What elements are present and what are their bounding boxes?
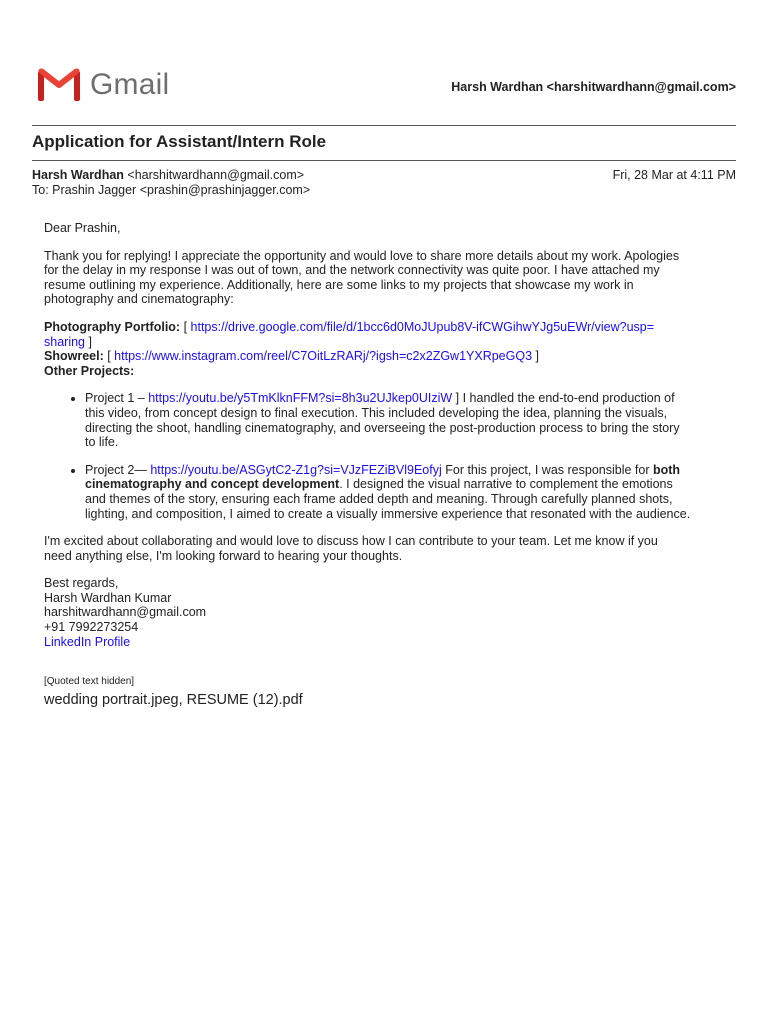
subject-divider <box>32 160 736 161</box>
links-section <box>44 320 734 378</box>
project-text: . I designed the visual narrative to complement the emotions <box>339 477 673 492</box>
signature-phone: +91 7992273254 <box>44 620 139 635</box>
email-body <box>44 221 734 709</box>
sender-name: Harsh Wardhan <box>32 168 124 182</box>
closing-paragraph <box>44 534 734 563</box>
bracket: [ <box>180 319 191 334</box>
signature-name: Harsh Wardhan Kumar <box>44 590 172 605</box>
other-projects-label: Other Projects: <box>44 363 135 378</box>
email-print-page <box>32 0 736 709</box>
closing-line: I'm excited about collaborating and would love to discuss how I can contribute to your team. Let me know if you <box>44 534 658 549</box>
recipient-line: To: Prashin Jagger <prashin@prashinjagger.com> <box>32 183 311 197</box>
intro-line: resume outlining my experience. Additionally, here are some links to my projects that showcase my work in <box>44 277 634 292</box>
email-subject: Application for Assistant/Intern Role <box>32 132 327 151</box>
project-text: to life. <box>85 435 119 450</box>
sent-date: Fri, 28 Mar at 4:11 PM <box>612 168 736 182</box>
attachments-list[interactable]: wedding portrait.jpeg, RESUME (12).pdf <box>44 692 303 709</box>
bracket: ] <box>532 349 539 364</box>
project-prefix: Project 2— <box>85 462 151 477</box>
showreel-link[interactable]: https://www.instagram.com/reel/C7OitLzRARj/?igsh=c2x2ZGw1YXRpeGQ3 <box>114 349 533 364</box>
gmail-logo <box>37 68 169 101</box>
project-text: this video, from concept design to final execution. This included developing the idea, planning the visuals, <box>85 405 668 420</box>
project-bold: both <box>652 462 681 477</box>
signature <box>44 576 734 649</box>
intro-line: Thank you for replying! I appreciate the opportunity and would love to share more details about my work. Apologies <box>44 248 680 263</box>
gmail-wordmark: Gmail <box>90 67 170 101</box>
intro-line: for the delay in my response I was out of town, and the network connectivity was quite poor. I have attached my <box>44 263 660 278</box>
project-text: ] I handled the end-to-end production of <box>452 391 675 406</box>
header <box>32 0 736 125</box>
project-text: lighting, and composition, I aimed to create a visually immersive experience that resonated with the audience. <box>85 506 691 521</box>
project-list <box>44 391 734 521</box>
showreel-label: Showreel: <box>44 349 104 364</box>
project-text: and themes of the story, ensuring each frame added depth and meaning. Through carefully planned shots, <box>85 491 673 506</box>
account-name: Harsh Wardhan <harshitwardhann@gmail.com> <box>451 80 736 94</box>
project-text: directing the shoot, handling cinematography, and overseeing the post-production process to bring the story <box>85 420 680 435</box>
portfolio-line-cont <box>44 335 734 350</box>
linkedin-link[interactable]: LinkedIn Profile <box>44 634 131 649</box>
project-prefix: Project 1 – <box>85 391 149 406</box>
email-meta <box>32 168 736 198</box>
sender-email: <harshitwardhann@gmail.com> <box>127 168 305 182</box>
bracket: ] <box>85 334 92 349</box>
project-item-1 <box>85 391 734 449</box>
greeting: Dear Prashin, <box>44 221 121 235</box>
intro-paragraph <box>44 249 734 307</box>
project2-link[interactable]: https://youtu.be/ASGytC2-Z1g?si=VJzFEZiBVl9Eofyj <box>150 462 442 477</box>
quoted-text-hidden[interactable]: [Quoted text hidden] <box>44 676 135 688</box>
intro-line: photography and cinematography: <box>44 292 234 307</box>
header-divider <box>32 125 736 126</box>
signoff: Best regards, <box>44 576 119 591</box>
closing-line: need anything else, I'm looking forward to hearing your thoughts. <box>44 548 403 563</box>
project-text: For this project, I was responsible for <box>441 462 653 477</box>
portfolio-link-cont[interactable]: sharing <box>44 334 85 349</box>
portfolio-link[interactable]: https://drive.google.com/file/d/1bcc6d0MoJUpub8V-ifCWGihwYJg5uEWr/view?usp= <box>190 319 655 334</box>
project-item-2 <box>85 463 734 521</box>
project1-link[interactable]: https://youtu.be/y5TmKlknFFM?si=8h3u2UJkep0UIziW <box>148 391 453 406</box>
bracket: [ <box>103 349 115 364</box>
portfolio-label: Photography Portfolio: <box>44 319 181 334</box>
showreel-line <box>44 349 734 364</box>
portfolio-line <box>44 320 734 335</box>
signature-email: harshitwardhann@gmail.com <box>44 605 207 620</box>
gmail-m-icon <box>37 68 81 101</box>
project-bold: cinematography and concept development <box>85 477 340 492</box>
